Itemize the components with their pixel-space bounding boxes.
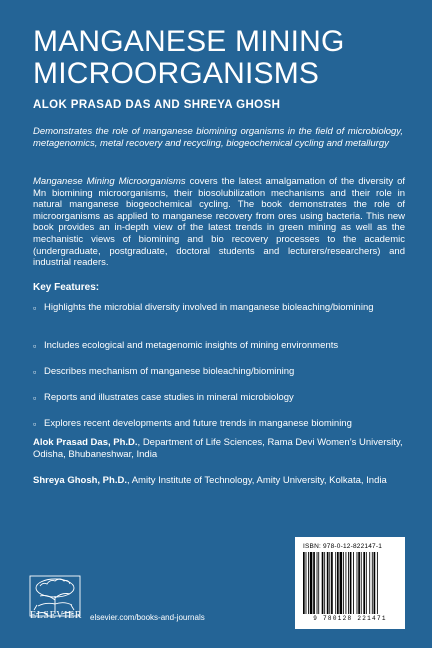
barcode-icon — [301, 552, 399, 614]
publisher-logo-text: ELSEVIER — [29, 610, 83, 621]
author-bio-2-name: Shreya Ghosh, Ph.D. — [33, 475, 127, 486]
barcode-bar — [372, 552, 373, 614]
barcode-bar — [322, 552, 324, 614]
author-bio-2-text: , Amity Institute of Technology, Amity University, Kolkata, India — [126, 475, 387, 486]
barcode-bar — [377, 552, 378, 614]
author-bio-1-name: Alok Prasad Das, Ph.D. — [33, 437, 138, 448]
key-features-list — [33, 302, 405, 444]
key-feature-item — [33, 340, 405, 352]
tagline: Demonstrates the role of manganese biomining organisms in the field of microbiology, metagenomics, metal recovery and recycling, biogeochemical cycling and metallurgy — [33, 126, 403, 149]
bullet-icon: ▫ — [33, 303, 37, 313]
key-feature-text: Includes ecological and metagenomic insights of mining environments — [44, 340, 339, 351]
bullet-icon: ▫ — [33, 419, 37, 429]
barcode-bar — [331, 552, 333, 614]
description — [33, 176, 405, 269]
barcode-bar — [303, 552, 305, 614]
authors: ALOK PRASAD DAS AND SHREYA GHOSH — [33, 99, 281, 111]
author-bio-1 — [33, 437, 405, 460]
barcode-bar — [358, 552, 360, 614]
barcode-bar — [343, 552, 344, 614]
key-features-heading: Key Features: — [33, 282, 100, 293]
author-bio-2 — [33, 475, 405, 487]
book-title — [33, 26, 413, 90]
barcode-bar — [337, 552, 339, 614]
isbn-label: ISBN: 978-0-12-822147-1 — [303, 543, 383, 550]
barcode-bar — [374, 552, 376, 614]
key-feature-text: Explores recent developments and future trends in manganese biomining — [44, 418, 352, 429]
publisher-url: elsevier.com/books-and-journals — [90, 613, 205, 622]
barcode-bar — [366, 552, 367, 614]
description-body: covers the latest amalgamation of the diversity of Mn biomining microorganisms, their biosolubilization mechanisms and their role in natural manganese biogeochemical cycling. The book demonstrates the role of microorganisms as applied to manganese recovery from ores using bacteria. This new book provides an in-depth view of the latest trends in green mining as well as the mechanistic views of biomining and bio recovery processes to the academic (undergraduate, postgraduate, doctoral students and lecturers/researchers) and industrial readers. — [33, 176, 405, 269]
book-title-line-1: MANGANESE MINING — [33, 25, 345, 58]
barcode-bar — [348, 552, 349, 614]
author-bio-1-text: , Department of Life Sciences, Rama Devi Women’s University, Odisha, Bhubaneshwar, India — [33, 437, 403, 460]
barcode-bar — [353, 552, 354, 614]
barcode-bar — [306, 552, 307, 614]
key-feature-text: Describes mechanism of manganese bioleaching/biomining — [44, 366, 295, 377]
barcode-bar — [310, 552, 313, 614]
barcode-bar — [346, 552, 347, 614]
barcode-bar — [308, 552, 309, 614]
key-feature-item — [33, 366, 405, 378]
barcode-digits: 9 780128 221471 — [313, 615, 387, 622]
key-feature-item — [33, 418, 405, 430]
description-title: Manganese Mining Microorganisms — [33, 176, 186, 187]
key-feature-text: Highlights the microbial diversity involved in manganese bioleaching/biomining — [44, 302, 374, 313]
bullet-icon: ▫ — [33, 341, 37, 351]
key-feature-item — [33, 392, 405, 404]
bullet-icon: ▫ — [33, 367, 37, 377]
barcode-bar — [327, 552, 329, 614]
key-feature-item — [33, 302, 405, 326]
book-title-line-2: MICROORGANISMS — [33, 57, 320, 90]
barcode-bar — [369, 552, 370, 614]
bullet-icon: ▫ — [33, 393, 37, 403]
barcode-bar — [324, 552, 325, 614]
barcode-bar — [317, 552, 318, 614]
barcode-bar — [318, 552, 319, 614]
barcode-bar — [363, 552, 365, 614]
barcode-bar — [313, 552, 315, 614]
barcode-box — [295, 537, 405, 629]
barcode-bar — [361, 552, 362, 614]
barcode-bar — [357, 552, 358, 614]
barcode-bar — [329, 552, 330, 614]
barcode-bar — [340, 552, 343, 614]
barcode-bar — [350, 552, 352, 614]
barcode-bar — [335, 552, 336, 614]
key-feature-text: Reports and illustrates case studies in mineral microbiology — [44, 392, 294, 403]
